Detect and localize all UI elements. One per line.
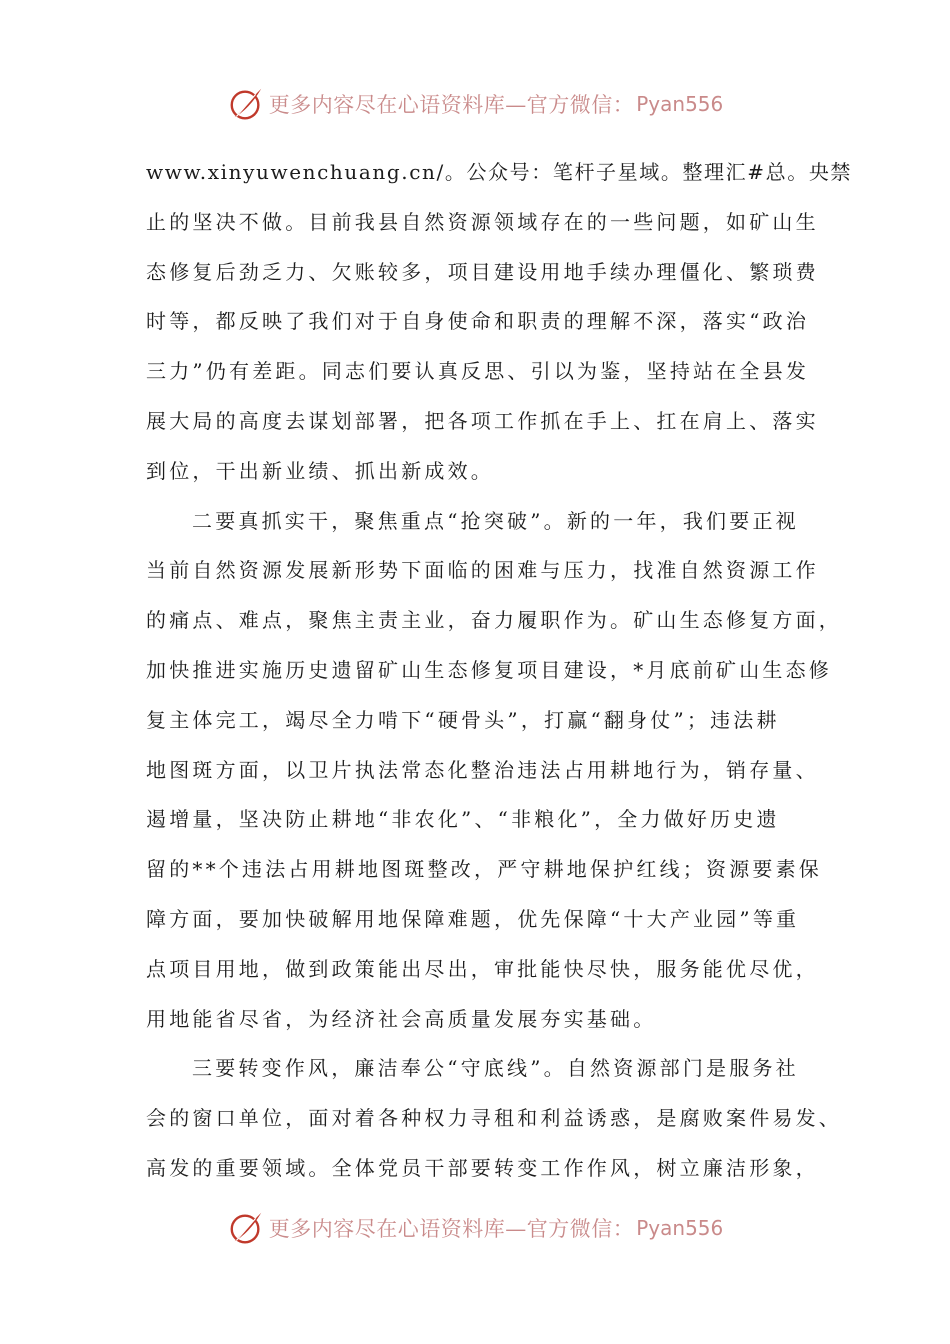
banner-wechat-id: Pyan556 [636, 1216, 724, 1240]
header-banner [0, 82, 950, 126]
banner-wechat-id: Pyan556 [636, 92, 724, 116]
banner-text: 更多内容尽在心语资料库—官方微信： [268, 93, 635, 117]
text-line: 留的**个违法占用耕地图斑整改，严守耕地保护红线；资源要素保 [146, 857, 822, 882]
banner-text: 更多内容尽在心语资料库—官方微信： [268, 1217, 635, 1241]
text-line: www.xinyuwenchuang.cn/。公众号：笔杆子星域。整理汇#总。央禁 [146, 160, 853, 184]
footer-banner [0, 1206, 950, 1250]
text-line: 时等，都反映了我们对于自身使命和职责的理解不深，落实“政治 [146, 309, 810, 334]
quill-logo-icon [227, 85, 265, 123]
paragraph-start-line: 三要转变作风，廉洁奉公“守底线”。自然资源部门是服务社 [192, 1056, 799, 1081]
text-line: 的痛点、难点，聚焦主责主业，奋力履职作为。矿山生态修复方面， [146, 608, 842, 633]
text-line: 地图斑方面，以卫片执法常态化整治违法占用耕地行为，销存量、 [146, 757, 819, 782]
quill-logo-icon [227, 1209, 265, 1247]
text-line: 三力”仍有差距。同志们要认真反思、引以为鉴，坚持站在全县发 [146, 359, 810, 384]
text-line: 止的坚决不做。目前我县自然资源领域存在的一些问题，如矿山生 [146, 209, 819, 234]
text-line: 当前自然资源发展新形势下面临的困难与压力，找准自然资源工作 [146, 558, 819, 583]
text-line: 用地能省尽省，为经济社会高质量发展夯实基础。 [146, 1006, 657, 1031]
paragraph-start-line: 二要真抓实干，聚焦重点“抢突破”。新的一年，我们要正视 [192, 508, 799, 533]
text-line: 态修复后劲乏力、欠账较多，项目建设用地手续办理僵化、繁琐费 [146, 259, 819, 284]
text-line: 展大局的高度去谋划部署，把各项工作抓在手上、扛在肩上、落实 [146, 408, 819, 433]
text-line: 障方面，要加快破解用地保障难题，优先保障“十大产业园”等重 [146, 906, 800, 931]
text-line: 复主体完工，竭尽全力啃下“硬骨头”，打赢“翻身仗”；违法耕 [146, 707, 780, 732]
document-body [146, 148, 853, 1194]
text-line: 遏增量，坚决防止耕地“非农化”、“非粮化”，全力做好历史遗 [146, 807, 780, 832]
text-line: 点项目用地，做到政策能出尽出，审批能快尽快，服务能优尽优， [146, 956, 819, 981]
text-line: 加快推进实施历史遗留矿山生态修复项目建设，*月底前矿山生态修 [146, 657, 832, 682]
text-line: 到位，干出新业绩、抓出新成效。 [146, 458, 494, 483]
text-line: 会的窗口单位，面对着各种权力寻租和利益诱惑，是腐败案件易发、 [146, 1106, 842, 1131]
text-line: 高发的重要领域。全体党员干部要转变工作作风，树立廉洁形象， [146, 1155, 819, 1180]
